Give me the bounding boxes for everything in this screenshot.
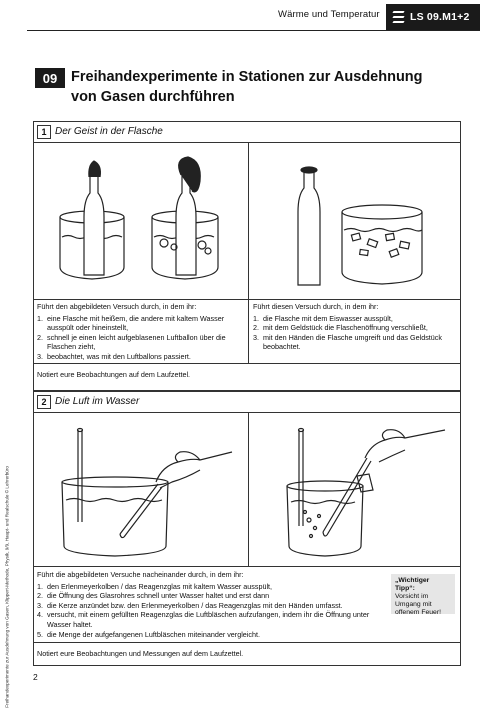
page-number: 2	[33, 672, 38, 682]
section1-right-instructions	[253, 302, 458, 352]
flask-hand-illustration	[60, 422, 240, 562]
section2-divider-top	[33, 412, 461, 413]
section1-right-intro: Führt diesen Versuch durch, in dem ihr:	[253, 302, 379, 311]
list-item: 2. mit dem Geldstück die Flaschenöffnung verschließt,	[253, 323, 428, 333]
list-item: 5. die Menge der aufgefangenen Luftbläschen miteinander vergleicht.	[37, 629, 260, 639]
list-item: 1. den Erlenmeyerkolben / das Reagenzglas mit kaltem Wasser ausspült,	[37, 581, 273, 591]
section2-divider-mid	[248, 412, 249, 566]
section2-intro: Führt die abgebildeten Versuche nacheinander durch, in dem ihr:	[37, 570, 244, 579]
lesson-code: LS 09.M1+2	[410, 11, 470, 23]
list-item: 1. eine Flasche mit heißem, die andere mit kaltem Wasser ausspült oder hineinstellt,	[37, 313, 225, 333]
list-item: 1. die Flasche mit dem Eiswasser ausspült,	[253, 313, 393, 323]
section2-divider-bottom	[33, 566, 461, 567]
section2-divider-note	[33, 642, 461, 643]
list-item: 4. versucht, mit einem gefüllten Reagenzglas die Luftbläschen aufzufangen, indem ihr die Öffnung unter Wasser haltet.	[37, 610, 370, 629]
section1-left-instructions	[37, 302, 245, 362]
bottle-and-ice-bowl-illustration	[290, 150, 440, 290]
header-badge	[386, 4, 480, 30]
tube-hand-bubbles-illustration	[285, 420, 460, 560]
list-item: 3. beobachtet, was mit den Luftballons passiert.	[37, 351, 191, 361]
section1-number: 1	[37, 125, 51, 139]
bottles-in-bowls-illustration	[52, 155, 232, 290]
section1-title: Der Geist in der Flasche	[55, 126, 163, 137]
section1-divider-mid	[248, 142, 249, 363]
tip-box	[391, 574, 455, 614]
tip-title: „Wichtiger Tipp“:	[395, 577, 430, 592]
chapter-number: 09	[35, 68, 65, 88]
list-item: 2. schnell je einen leicht aufgeblasenen Luftballon über die Flaschen zieht,	[37, 332, 226, 352]
list-item: 3. die Kerze anzündet bzw. den Erlenmeyerkolben / das Reagenzglas mit den Händen umfasst.	[37, 600, 343, 610]
section2-instructions	[37, 570, 382, 639]
side-copyright: Freihandexperimente zur Ausdehnung von Gasen, Klippert-Methode, Physik, 9/9, Haupt- und Realschule © Lehrerbüro	[4, 466, 10, 708]
section2-number: 2	[37, 395, 51, 409]
section2-note: Notiert eure Beobachtungen und Messungen auf dem Laufzettel.	[37, 649, 244, 658]
header-topic: Wärme und Temperatur	[278, 9, 380, 20]
section1-divider-bottom	[33, 299, 461, 300]
list-item: 2. die Öffnung des Glasrohres schnell unter Wasser haltet und erst dann	[37, 591, 270, 601]
section1-note: Notiert eure Beobachtungen auf dem Laufzettel.	[37, 370, 191, 379]
section1-left-intro: Führt den abgebildeten Versuch durch, in dem ihr:	[37, 302, 197, 311]
header-rule	[27, 30, 480, 31]
section1-divider-note	[33, 363, 461, 364]
stripes-icon	[393, 11, 404, 23]
list-item: 3. mit den Händen die Flasche umgreift und das Geldstück beobachtet.	[253, 332, 442, 352]
section2-title: Die Luft im Wasser	[55, 396, 140, 407]
section1-divider-top	[33, 142, 461, 143]
page-title: Freihandexperimente in Stationen zur Ausdehnung von Gasen durchführen	[71, 69, 423, 105]
tip-text: Vorsicht im Umgang mit offenem Feuer!	[395, 593, 441, 616]
